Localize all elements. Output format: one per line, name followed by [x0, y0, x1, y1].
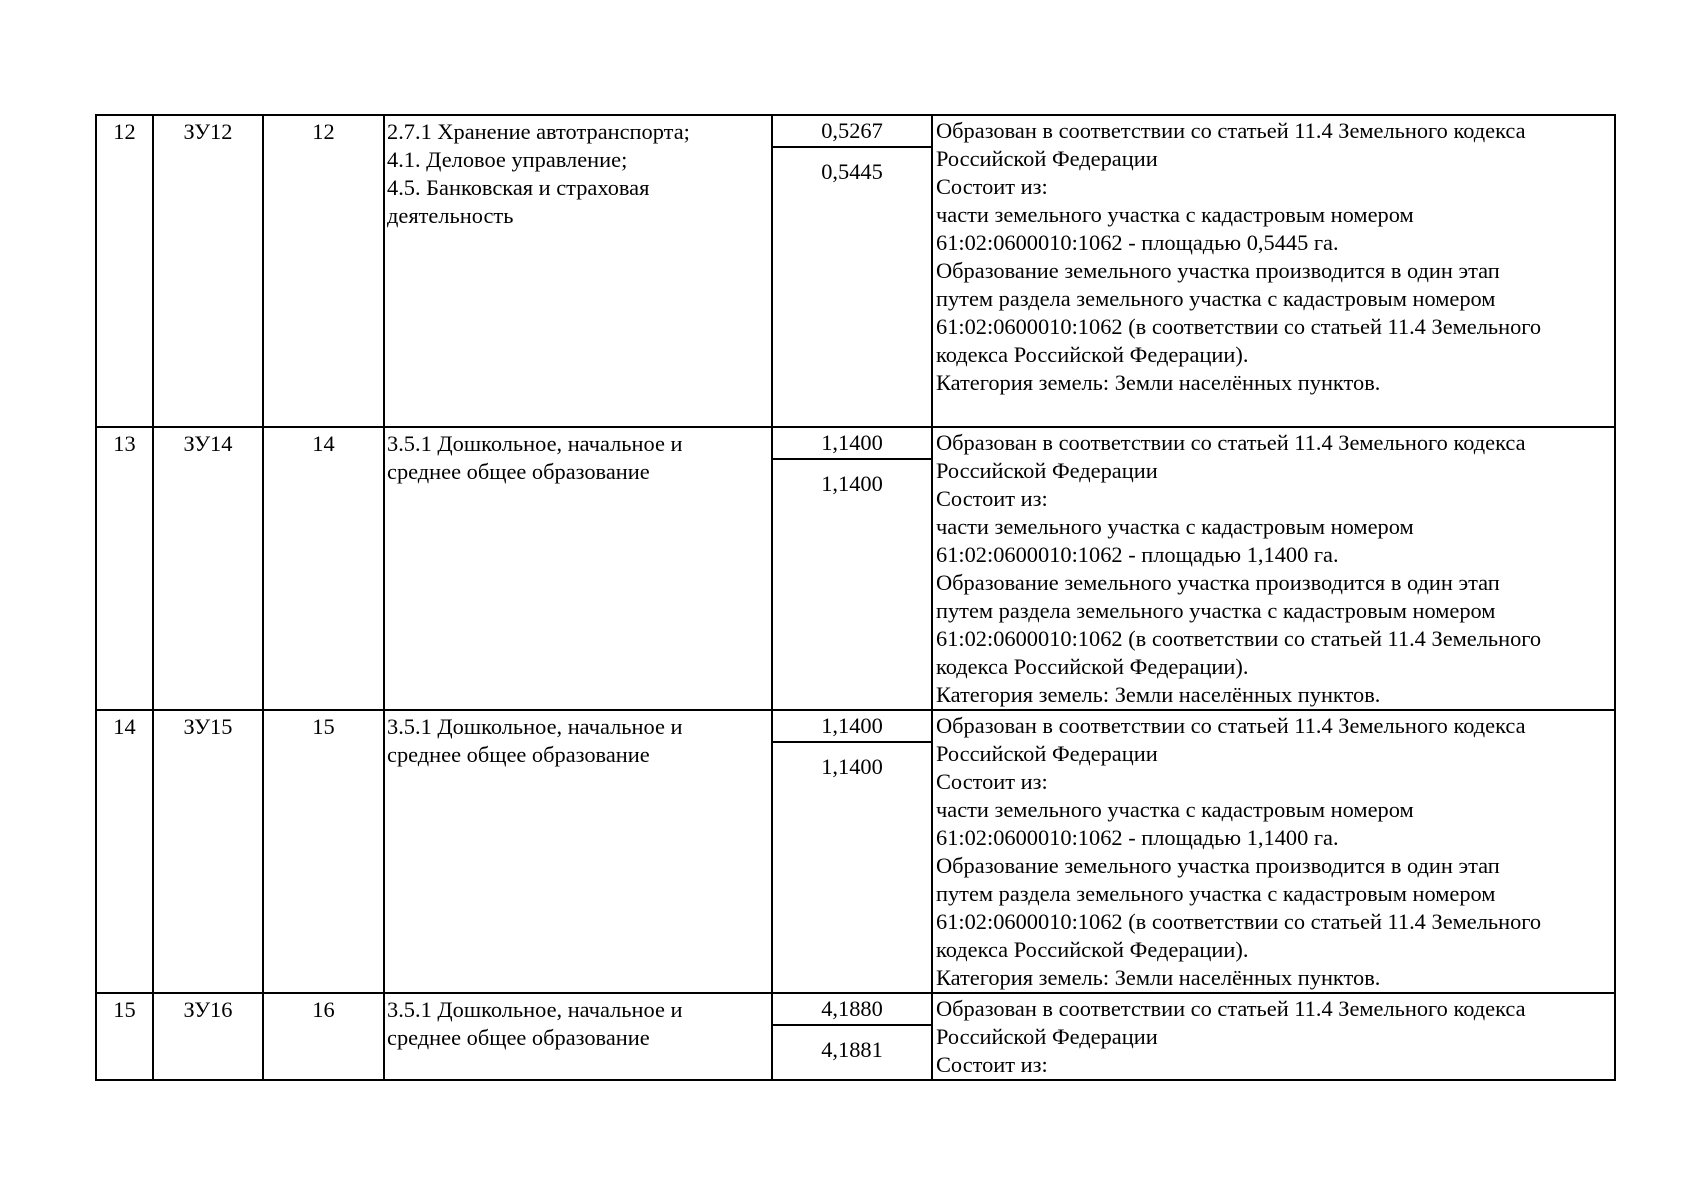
permitted-use-cell: [384, 427, 772, 710]
description-line: Образован в соответствии со статьей 11.4 Земельного кодекса: [936, 713, 1526, 738]
area-cell: [772, 427, 932, 710]
area-cell: [772, 710, 932, 993]
description-line: части земельного участка с кадастровым номером: [936, 797, 1414, 822]
table-row: [96, 710, 1615, 993]
permitted-use-cell: [384, 115, 772, 427]
plot-code-cell: ЗУ14: [153, 427, 263, 710]
permitted-use-line: среднее общее образование: [387, 1025, 650, 1050]
permitted-use-cell: [384, 993, 772, 1080]
description-line: Образование земельного участка производится в один этап: [936, 258, 1500, 283]
permitted-use-line: 2.7.1 Хранение автотранспорта;: [387, 119, 690, 144]
description-line: Состоит из:: [936, 769, 1048, 794]
description-line: Образован в соответствии со статьей 11.4 Земельного кодекса: [936, 996, 1526, 1021]
description-line: Образование земельного участка производится в один этап: [936, 570, 1500, 595]
description-line: кодекса Российской Федерации).: [936, 654, 1249, 679]
row-number-cell: 14: [96, 710, 153, 993]
permitted-use-cell: [384, 710, 772, 993]
description-cell: [932, 115, 1615, 427]
plot-ref-cell: 12: [263, 115, 384, 427]
plot-code-cell: ЗУ12: [153, 115, 263, 427]
description-line: Образован в соответствии со статьей 11.4 Земельного кодекса: [936, 430, 1526, 455]
permitted-use-line: 3.5.1 Дошкольное, начальное и: [387, 714, 683, 739]
description-line: Состоит из:: [936, 1052, 1048, 1077]
land-plots-table: [95, 114, 1616, 1081]
permitted-use-line: среднее общее образование: [387, 459, 650, 484]
plot-ref-cell: 15: [263, 710, 384, 993]
area-value-bottom: 0,5445: [821, 159, 883, 184]
description-cell: [932, 993, 1615, 1080]
plot-ref-cell: 16: [263, 993, 384, 1080]
description-line: путем раздела земельного участка с кадастровым номером: [936, 881, 1496, 906]
table-row: [96, 115, 1615, 427]
description-line: Образован в соответствии со статьей 11.4 Земельного кодекса: [936, 118, 1526, 143]
description-line: 61:02:0600010:1062 (в соответствии со статьей 11.4 Земельного: [936, 626, 1542, 651]
description-line: 61:02:0600010:1062 - площадью 0,5445 га.: [936, 230, 1339, 255]
description-line: Категория земель: Земли населённых пунктов.: [936, 965, 1381, 990]
description-line: 61:02:0600010:1062 (в соответствии со статьей 11.4 Земельного: [936, 909, 1542, 934]
permitted-use-line: 3.5.1 Дошкольное, начальное и: [387, 431, 683, 456]
description-line: Российской Федерации: [936, 741, 1158, 766]
row-number-cell: 12: [96, 115, 153, 427]
row-number-cell: 15: [96, 993, 153, 1080]
description-line: Состоит из:: [936, 486, 1048, 511]
area-value-bottom: 1,1400: [821, 754, 883, 779]
description-line: кодекса Российской Федерации).: [936, 937, 1249, 962]
description-line: кодекса Российской Федерации).: [936, 342, 1249, 367]
area-value-top: 1,1400: [773, 711, 931, 743]
description-line: 61:02:0600010:1062 (в соответствии со статьей 11.4 Земельного: [936, 314, 1542, 339]
area-value-top: 4,1880: [773, 994, 931, 1026]
plot-ref-cell: 14: [263, 427, 384, 710]
description-line: части земельного участка с кадастровым номером: [936, 202, 1414, 227]
description-line: путем раздела земельного участка с кадастровым номером: [936, 598, 1496, 623]
row-number-cell: 13: [96, 427, 153, 710]
permitted-use-line: среднее общее образование: [387, 742, 650, 767]
area-value-top: 1,1400: [773, 428, 931, 460]
permitted-use-line: 4.1. Деловое управление;: [387, 147, 628, 172]
area-cell: [772, 993, 932, 1080]
area-cell: [772, 115, 932, 427]
table-row: [96, 993, 1615, 1080]
permitted-use-line: 4.5. Банковская и страховая: [387, 175, 650, 200]
description-line: Состоит из:: [936, 174, 1048, 199]
permitted-use-line: деятельность: [387, 203, 514, 228]
description-line: Категория земель: Земли населённых пунктов.: [936, 370, 1381, 395]
description-line: Образование земельного участка производится в один этап: [936, 853, 1500, 878]
description-line: Российской Федерации: [936, 1024, 1158, 1049]
plot-code-cell: ЗУ15: [153, 710, 263, 993]
table-row: [96, 427, 1615, 710]
description-line: части земельного участка с кадастровым номером: [936, 514, 1414, 539]
description-line: Российской Федерации: [936, 458, 1158, 483]
description-cell: [932, 427, 1615, 710]
area-value-top: 0,5267: [773, 116, 931, 148]
area-value-bottom: 1,1400: [821, 471, 883, 496]
description-line: Категория земель: Земли населённых пунктов.: [936, 682, 1381, 707]
description-line: путем раздела земельного участка с кадастровым номером: [936, 286, 1496, 311]
description-line: Российской Федерации: [936, 146, 1158, 171]
description-cell: [932, 710, 1615, 993]
plot-code-cell: ЗУ16: [153, 993, 263, 1080]
area-value-bottom: 4,1881: [821, 1037, 883, 1062]
description-line: 61:02:0600010:1062 - площадью 1,1400 га.: [936, 542, 1339, 567]
description-line: 61:02:0600010:1062 - площадью 1,1400 га.: [936, 825, 1339, 850]
permitted-use-line: 3.5.1 Дошкольное, начальное и: [387, 997, 683, 1022]
